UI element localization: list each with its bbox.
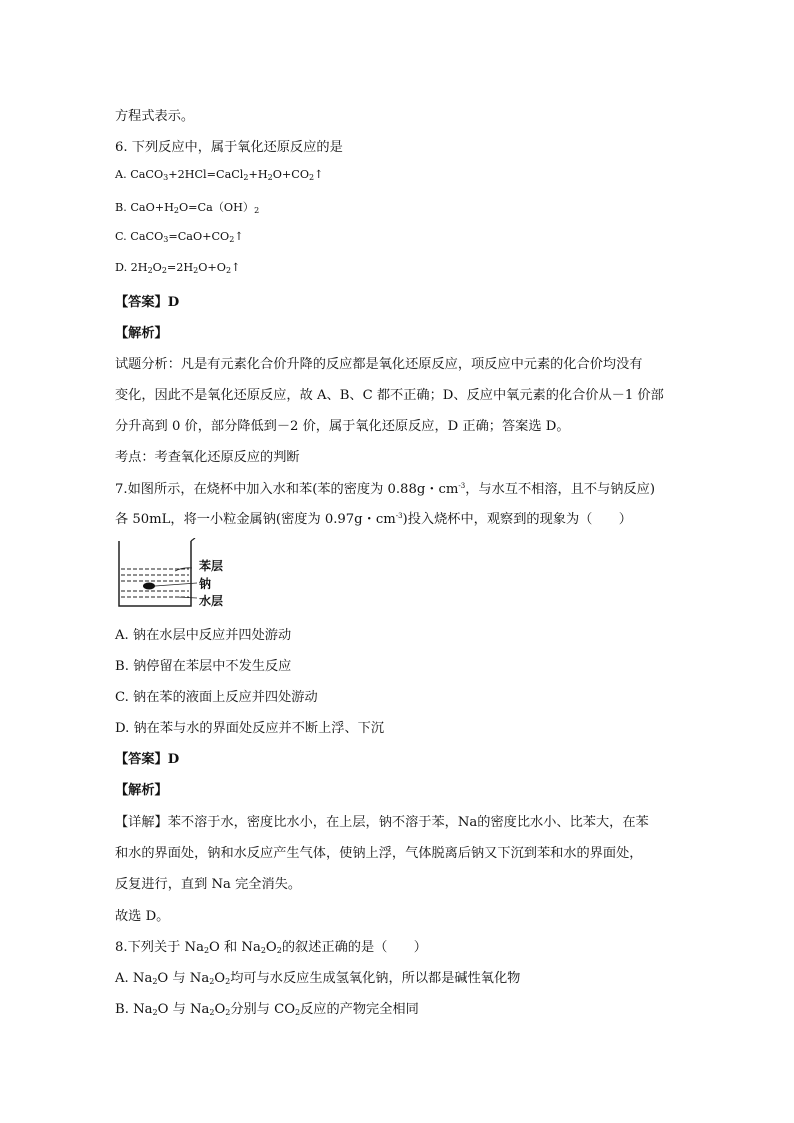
option-6a: A. $CaCO_3+2HCl=CaCl_2+H_2O+CO_2↑$ [115, 168, 324, 182]
benzene-layer-label: 苯层 [199, 559, 224, 573]
keypoint-line: 考点：考查氧化还原反应的判断 [115, 450, 300, 465]
explanation-line: 和水的界面处，钠和水反应产生气体，使钠上浮，气体脱离后钠又下沉到苯和水的界面处， [115, 846, 643, 861]
sodium-label: 钠 [199, 577, 212, 591]
option-6d: D. $2H_2O_2=2H_2O+O_2↑$ [115, 261, 241, 275]
explanation-line: 试题分析：凡是有元素化合价升降的反应都是氧化还原反应，项反应中元素的化合价均没有 [115, 357, 643, 372]
analysis-label: 【解析】 [115, 326, 168, 341]
option-7a: A. 钠在水层中反应并四处游动 [115, 628, 292, 643]
conclusion-line: 故选 D。 [115, 909, 170, 924]
answer-label: 【答案】D [115, 295, 180, 310]
question-7: 7.如图所示，在烧杯中加入水和苯(苯的密度为 0.88g・$cm^{-3}$，与水互不相溶，且不与钠反应) [115, 482, 655, 497]
explanation-line: 变化，因此不是氧化还原反应，故 A、B、C 都不正确；D、反应中氧元素的化合价从－1 价部 [115, 388, 664, 403]
explanation-line: 反复进行，直到 Na 完全消失。 [115, 877, 302, 892]
option-7c: C. 钠在苯的液面上反应并四处游动 [115, 690, 318, 705]
option-6c: C. $CaCO_3=CaO+CO_2↑$ [115, 230, 244, 244]
water-layer-label: 水层 [199, 594, 224, 608]
text-line: 方程式表示。 [115, 109, 195, 124]
option-8a: A. $Na_2O$ 与 $Na_2O_2$均可与水反应生成氢氧化钠，所以都是碱性氧化物 [115, 971, 521, 986]
beaker-drawing [115, 538, 245, 612]
analysis-label: 【解析】 [115, 783, 168, 798]
question-7-cont: 各 50mL，将一小粒金属钠(密度为 0.97g・$cm^{-3}$)投入烧杯中，观察到的现象为（ ） [115, 512, 632, 527]
question-8: 8.下列关于 $Na_2O$ 和 $Na_2O_2$的叙述正确的是（ ） [115, 940, 427, 955]
option-6b: B. $CaO+H_2O=Ca(OH)_2$ [115, 201, 260, 215]
option-7b: B. 钠停留在苯层中不发生反应 [115, 659, 292, 674]
question-6: 6. 下列反应中，属于氧化还原反应的是 [115, 140, 343, 155]
option-7d: D. 钠在苯与水的界面处反应并不断上浮、下沉 [115, 721, 385, 736]
option-8b: B. $Na_2O$ 与 $Na_2O_2$分别与 $CO_2$反应的产物完全相同 [115, 1002, 419, 1017]
explanation-line: 分升高到 0 价，部分降低到－2 价，属于氧化还原反应，D 正确；答案选 D。 [115, 419, 570, 434]
beaker-figure [115, 538, 245, 612]
answer-label: 【答案】D [115, 752, 180, 767]
explanation-line: 【详解】苯不溶于水，密度比水小，在上层，钠不溶于苯，Na的密度比水小、比苯大，在苯 [115, 815, 649, 830]
